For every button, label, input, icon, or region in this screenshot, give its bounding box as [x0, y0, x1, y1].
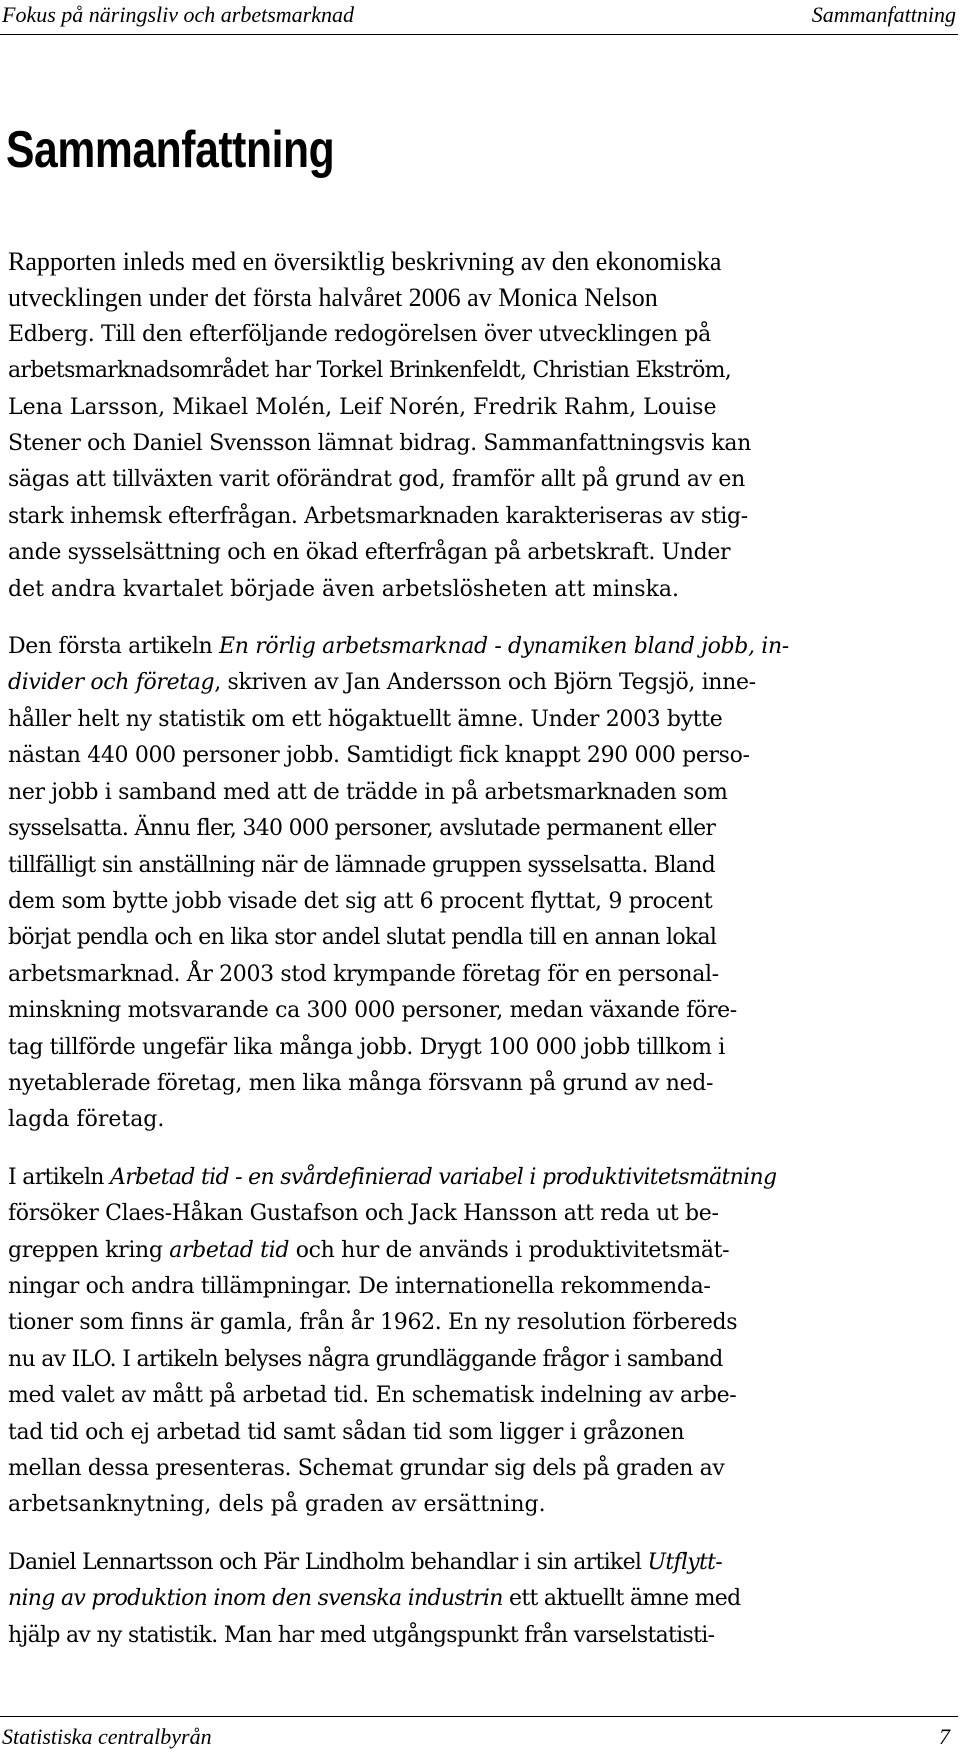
text-line: tioner som finns är gamla, från år 1962. En ny resolution förbereds: [8, 1310, 738, 1336]
text-line: tad tid och ej arbetad tid samt sådan tid som ligger i gråzonen: [8, 1419, 685, 1445]
text-line: Lena Larsson, Mikael Molén, Leif Norén, Fredrik Rahm, Louise: [8, 394, 717, 420]
text-line: håller helt ny statistik om ett högaktuellt ämne. Under 2003 bytte: [8, 706, 723, 732]
text-line: greppen kring arbetad tid och hur de används i produktivitetsmät-: [8, 1237, 730, 1263]
article-title-rorlig-arbetsmarknad-cont: divider och företag: [8, 670, 215, 696]
text-line: Rapporten inleds med en översiktlig beskrivning av den ekonomiska: [8, 247, 722, 276]
paragraph-intro: [8, 244, 952, 608]
text-line: arbetsanknytning, dels på graden av ersättning.: [8, 1492, 546, 1518]
text-line: tillfälligt sin anställning när de lämnade gruppen sysselsatta. Bland: [8, 852, 715, 878]
body-text: [8, 244, 952, 1675]
paragraph-article-1: [8, 629, 952, 1139]
page-number: 7: [939, 1724, 950, 1749]
text-line: arbetsmarknadsområdet har Torkel Brinkenfeldt, Christian Ekström,: [8, 358, 732, 384]
text-line: ningar och andra tillämpningar. De internationella rekommenda-: [8, 1273, 711, 1299]
text-line: Edberg. Till den efterföljande redogörelsen över utvecklingen på: [8, 321, 711, 347]
article-title-utflyttning: Utflytt-: [647, 1549, 723, 1575]
text-line: försöker Claes-Håkan Gustafson och Jack Hansson att reda ut be-: [8, 1201, 719, 1227]
text-line: sägas att tillväxten varit oförändrat god, framför allt på grund av en: [8, 467, 745, 493]
text-line: nästan 440 000 personer jobb. Samtidigt fick knappt 290 000 perso-: [8, 743, 750, 769]
text-line: mellan dessa presenteras. Schemat grundar sig dels på graden av: [8, 1456, 725, 1481]
text-line: stark inhemsk efterfrågan. Arbetsmarknaden karakteriseras av stig-: [8, 503, 748, 529]
header-section-title: Sammanfattning: [811, 2, 956, 27]
text-line: Daniel Lennartsson och Pär Lindholm behandlar i sin artikel Utflytt-: [8, 1549, 723, 1575]
text-line: sysselsatta. Ännu fler, 340 000 personer, avslutade permanent eller: [8, 816, 716, 842]
text-line: I artikeln Arbetad tid - en svårdefinierad variabel i produktivitetsmätning: [8, 1164, 777, 1190]
text-line: ande sysselsättning och en ökad efterfrågan på arbetskraft. Under: [8, 540, 731, 566]
text-line: ning av produktion inom den svenska industrin ett aktuellt ämne med: [8, 1586, 741, 1612]
text-line: lagda företag.: [8, 1107, 165, 1133]
paragraph-article-3: [8, 1545, 952, 1654]
paragraph-article-2: [8, 1160, 952, 1524]
page-title: Sammanfattning: [6, 121, 335, 179]
footer-publisher: Statistiska centralbyrån: [2, 1724, 212, 1749]
header-publication-title: Fokus på näringsliv och arbetsmarknad: [2, 2, 354, 27]
text-line: Den första artikeln En rörlig arbetsmarknad - dynamiken bland jobb, in-: [8, 634, 789, 660]
running-footer: [0, 1716, 958, 1751]
text-line: hjälp av ny statistik. Man har med utgångspunkt från varselstatisti-: [8, 1622, 715, 1648]
text-line: dem som bytte jobb visade det sig att 6 procent flyttat, 9 procent: [8, 888, 713, 914]
text-line: divider och företag, skriven av Jan Andersson och Björn Tegsjö, inne-: [8, 670, 756, 696]
text-line: nyetablerade företag, men lika många försvann på grund av ned-: [8, 1070, 714, 1096]
text-line: nu av ILO. I artikeln belyses några grundläggande frågor i samband: [8, 1346, 723, 1372]
text-line: ner jobb i samband med att de trädde in på arbetsmarknaden som: [8, 779, 728, 805]
text-line: börjat pendla och en lika stor andel slutat pendla till en annan lokal: [8, 925, 717, 951]
text-line: Stener och Daniel Svensson lämnat bidrag. Sammanfattningsvis kan: [8, 431, 751, 457]
text-line: utvecklingen under det första halvåret 2006 av Monica Nelson: [8, 283, 658, 313]
running-header: [0, 0, 958, 35]
text-line: tag tillförde ungefär lika många jobb. Drygt 100 000 jobb tillkom i: [8, 1034, 725, 1060]
article-title-arbetad-tid: Arbetad tid - en svårdefinierad variabel i produktivitetsmätning: [110, 1164, 777, 1190]
term-arbetad-tid: arbetad tid: [169, 1237, 290, 1263]
text-line: det andra kvartalet började även arbetslösheten att minska.: [8, 576, 680, 602]
article-title-rorlig-arbetsmarknad: En rörlig arbetsmarknad - dynamiken bland jobb, in-: [219, 634, 789, 660]
text-line: arbetsmarknad. År 2003 stod krympande företag för en personal-: [8, 961, 719, 987]
article-title-utflyttning-cont: ning av produktion inom den svenska industrin: [8, 1586, 503, 1612]
text-line: med valet av mått på arbetad tid. En schematisk indelning av arbe-: [8, 1383, 737, 1409]
text-line: minskning motsvarande ca 300 000 personer, medan växande före-: [8, 998, 737, 1024]
